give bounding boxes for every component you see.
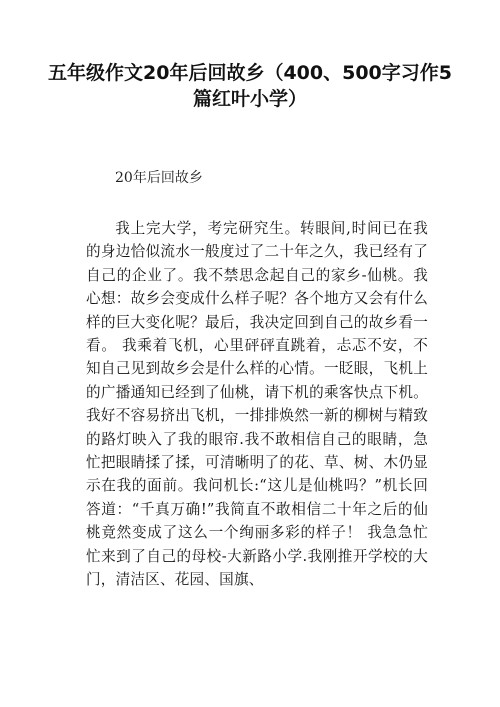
- document-title: 五年级作文20年后回故乡（400、500字习作5篇红叶小学）: [48, 62, 452, 110]
- essay-paragraph: 我上完大学，考完研究生。转眼间,时间已在我的身边恰似流水一般度过了二十年之久，我已经有了自己的企业了。我不禁思念起自己的家乡-仙桃。我心想：故乡会变成什么样子呢？各个地方又会有什么样的巨大变化呢？最后，我决定回到自己的故乡看一看。 我乘着飞机，心里砰砰直跳着，忐忑不安，不知自己见到故乡会是什么样的心情。一眨眼，飞机上的广播通知已经到了仙桃，请下机的乘客快点下机。 我好不容易挤出飞机，一排排焕然一新的柳树与精致的路灯映入了我的眼帘.我不敢相信自己的眼睛，急忙把眼睛揉了揉，可清晰明了的花、草、树、木仍显示在我的面前。我问机长:“这儿是仙桃吗？”机长回答道：“千真万确!”我简直不敢相信二十年之后的仙桃竟然变成了这么一个绚丽多彩的样子！ 我急急忙忙来到了自己的母校-大新路小学.我刚推开学校的大门，清洁区、花园、国旗、: [86, 220, 428, 589]
- essay-subtitle: 20年后回故乡: [115, 170, 203, 186]
